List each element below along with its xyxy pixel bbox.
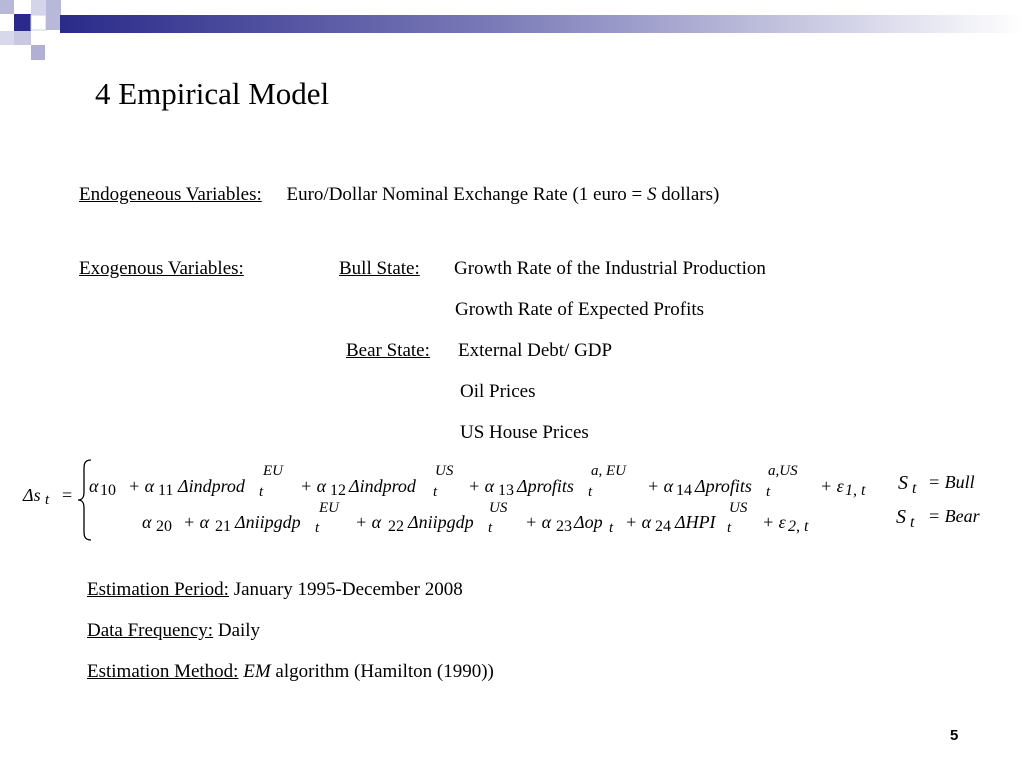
eq-term: 10	[100, 482, 116, 499]
eq-term: Δprofits	[517, 476, 574, 496]
estimation-method-value: algorithm (Hamilton (1990))	[270, 661, 494, 682]
estimation-method-label: Estimation Method:	[87, 661, 239, 682]
header-decoration	[0, 0, 1024, 62]
eq-term: US	[489, 500, 508, 516]
eq-term: US	[729, 500, 748, 516]
eq-lhs-sub: t	[45, 492, 50, 508]
data-frequency-row	[87, 620, 260, 642]
left-brace	[76, 458, 94, 542]
eq-term: 14	[676, 482, 692, 499]
bear-state-label: Bear State:	[346, 340, 430, 361]
eq-term: ΔHPI	[675, 512, 716, 532]
eq-term: EU	[263, 463, 283, 479]
endogenous-row	[79, 184, 719, 206]
data-frequency-label: Data Frequency:	[87, 620, 214, 641]
endogenous-text: Euro/Dollar Nominal Exchange Rate (1 euro =	[286, 184, 648, 205]
eq-term: 1, t	[845, 482, 866, 499]
bear-item: Oil Prices	[460, 381, 536, 402]
eq-term: EU	[319, 500, 339, 516]
eq-term: + α	[468, 476, 495, 496]
estimation-period-label: Estimation Period:	[87, 579, 229, 600]
eq-term: α	[142, 512, 152, 532]
bull-item: Growth Rate of the Industrial Production	[454, 258, 766, 279]
eq-term: Δprofits	[695, 476, 752, 496]
eq-term: + α	[625, 512, 652, 532]
data-frequency-value: Daily	[213, 620, 261, 641]
eq-term: + ε	[762, 512, 786, 532]
eq-term: 13	[498, 482, 514, 499]
slide-title: 4 Empirical Model	[95, 76, 330, 111]
eq-term: + α	[525, 512, 552, 532]
eq-term: + α	[355, 512, 382, 532]
eq-term: 22	[388, 518, 404, 535]
eq-term: Δop	[574, 512, 603, 532]
eq-term: + α	[647, 476, 674, 496]
eq-term: t	[433, 484, 438, 500]
eq-term: US	[435, 463, 454, 479]
cond-sub: t	[910, 514, 915, 531]
eq-term: Δniipgdp	[408, 512, 474, 532]
eq-term: + ε	[820, 476, 844, 496]
bear-item: US House Prices	[460, 422, 589, 443]
eq-term: Δindprod	[349, 476, 416, 496]
eq-term: t	[488, 520, 493, 536]
eq-term: t	[727, 520, 732, 536]
cond-s: S	[898, 472, 908, 494]
eq-term: 11	[158, 482, 174, 499]
eq-term: + α	[128, 476, 155, 496]
endogenous-text-after: dollars)	[656, 184, 720, 205]
eq-term: + α	[300, 476, 327, 496]
page-number: 5	[950, 727, 959, 744]
eq-term: Δniipgdp	[235, 512, 301, 532]
eq-equals: =	[62, 485, 73, 505]
eq-term: 21	[215, 518, 231, 535]
eq-term: 2, t	[788, 518, 809, 535]
markov-switching-equation	[20, 456, 1020, 546]
cond-rhs: = Bear	[928, 506, 980, 526]
eq-term: 12	[330, 482, 346, 499]
estimation-period-value: January 1995-December 2008	[228, 579, 463, 600]
eq-term: t	[609, 520, 614, 536]
cond-rhs: = Bull	[928, 472, 975, 492]
eq-term: t	[259, 484, 264, 500]
estimation-period-row	[87, 579, 463, 601]
estimation-method-row	[87, 661, 494, 683]
eq-term: Δindprod	[178, 476, 245, 496]
endogenous-label: Endogeneous Variables:	[79, 184, 262, 205]
cond-s: S	[896, 506, 906, 528]
bear-item: External Debt/ GDP	[458, 340, 613, 361]
eq-term: 24	[655, 518, 671, 535]
eq-term: a, EU	[591, 463, 626, 479]
estimation-method-em: EM	[243, 661, 271, 682]
eq-term: α	[89, 476, 99, 496]
eq-term: 23	[556, 518, 572, 535]
eq-term: 20	[156, 518, 172, 535]
eq-term: + α	[183, 512, 210, 532]
cond-sub: t	[912, 480, 917, 497]
eq-term: a,US	[768, 463, 798, 479]
eq-term: t	[766, 484, 771, 500]
bull-state-label: Bull State:	[339, 258, 420, 279]
eq-lhs: Δs	[23, 485, 41, 505]
endogenous-symbol: S	[647, 184, 657, 205]
exogenous-label: Exogenous Variables:	[79, 258, 244, 279]
eq-term: t	[315, 520, 320, 536]
bull-item: Growth Rate of Expected Profits	[455, 299, 705, 320]
eq-term: t	[588, 484, 593, 500]
